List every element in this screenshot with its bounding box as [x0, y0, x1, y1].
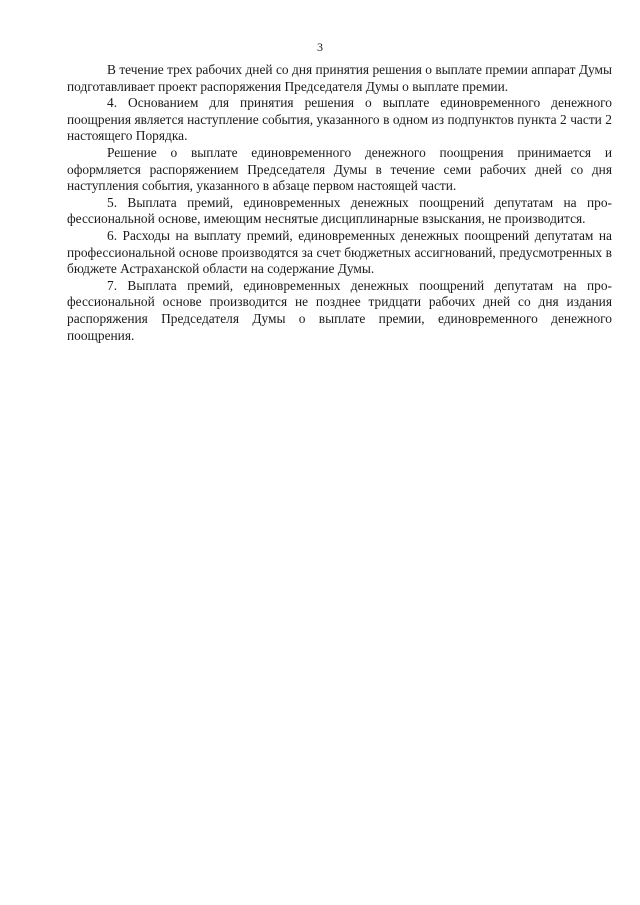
paragraph-6: 6. Расходы на выплату премий, единовременных денежных поощрений депутатам на профессиональной основе производятся за счет бюджетных ассигнований, предусмотренных в бюджете Астраханской области на содержание Думы. — [67, 227, 612, 277]
paragraph-5: 5. Выплата премий, единовременных денежных поощрений депутатам на профессиональной основе, имеющим неснятые дисциплинарные взыскания, не производится. — [67, 194, 612, 227]
paragraph-7: 7. Выплата премий, единовременных денежных поощрений депутатам на профессиональной основе производится не позднее тридцати рабочих дней со дня издания распоряжения Председателя Думы о выплате премии, единовременного денежного поощрения. — [67, 277, 612, 343]
page-number: 3 — [317, 40, 323, 54]
paragraph-decision: Решение о выплате единовременного денежного поощрения принимается и оформляется распоряжением Председателя Думы в течение семи рабочих дней со дня наступления события, указанного в абзаце первом настоящей части. — [67, 144, 612, 194]
paragraph-order-draft: В течение трех рабочих дней со дня принятия решения о выплате премии аппарат Думы подготавливает проект распоряжения Председателя Думы о выплате премии. — [67, 62, 612, 94]
paragraph-4: 4. Основанием для принятия решения о выплате единовременного денежного поощрения является наступление события, указанного в одном из подпунктов пункта 2 части 2 настоящего Порядка. — [67, 95, 612, 144]
document-body — [67, 62, 612, 344]
